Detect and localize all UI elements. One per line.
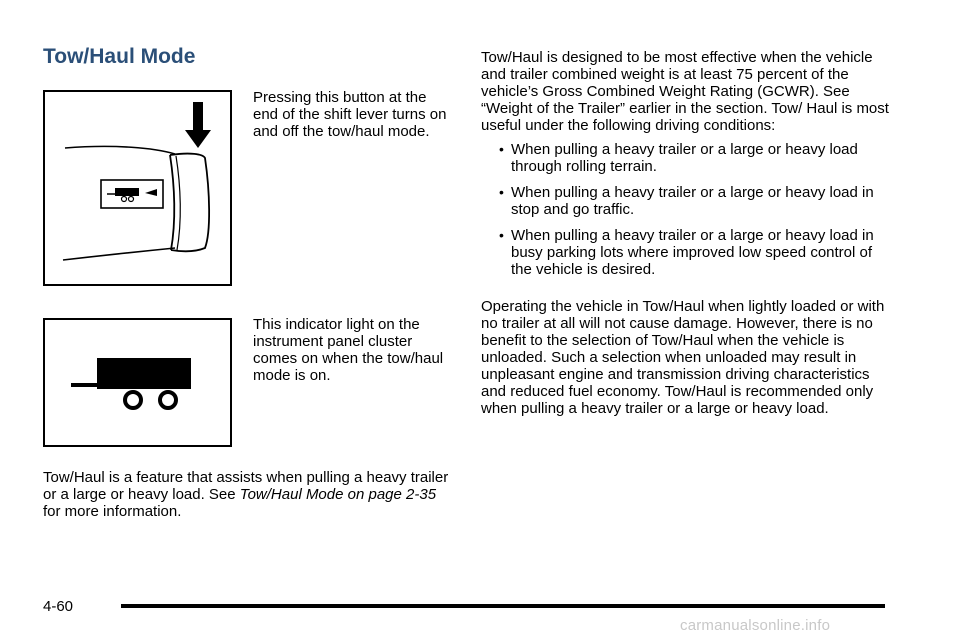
- trailer-hitch: [71, 383, 101, 387]
- bullet-icon: •: [499, 141, 504, 157]
- lever-cap-seam-inner: [176, 156, 180, 250]
- trailer-wheel-2: [160, 392, 176, 408]
- bullet-icon: •: [499, 227, 504, 243]
- page-number: 4-60: [43, 598, 74, 615]
- lever-bottom-edge: [63, 248, 175, 260]
- watermark: carmanualsonline.info: [680, 617, 831, 634]
- footer-rule: [121, 604, 885, 608]
- shift-lever-illustration: [43, 90, 232, 286]
- left-paragraph: Tow/Haul is a feature that assists when pulling a heavy trailer or a large or heavy load. See Tow/Haul Mode on page 2-35 for more information.: [43, 469, 449, 520]
- trailer-wheel-1: [125, 392, 141, 408]
- trailer-body: [97, 358, 191, 389]
- down-arrow-shaft: [193, 102, 203, 132]
- right-intro-paragraph: Tow/Haul is designed to be most effective when the vehicle and trailer combined weight is at least 75 percent of the vehicle’s Gross Combined Weight Rating (GCWR). See “Weight of the Trailer” earlier in the section. Tow/ Haul is most useful under the following driving conditions:: [481, 49, 889, 134]
- list-item: • When pulling a heavy trailer or a large or heavy load in busy parking lots where improved low speed control of the vehicle is desired.: [499, 227, 874, 278]
- down-arrow-head: [185, 130, 211, 148]
- conditions-list: [481, 141, 896, 287]
- list-item: • When pulling a heavy trailer or a large or heavy load through rolling terrain.: [499, 141, 858, 175]
- section-heading: Tow/Haul Mode: [43, 45, 196, 68]
- trailer-indicator-drawing: [45, 320, 230, 445]
- list-item: • When pulling a heavy trailer or a large or heavy load in stop and go traffic.: [499, 184, 874, 218]
- shift-lever-drawing: [45, 92, 230, 284]
- lever-end-cap: [170, 154, 209, 252]
- lever-cap-seam: [170, 155, 174, 250]
- right-outro-paragraph: Operating the vehicle in Tow/Haul when lightly loaded or with no trailer at all will not cause damage. However, there is no benefit to the selection of Tow/Haul when the vehicle is unloaded. Such a selection when unloaded may result in unpleasant engine and transmission driving characteristics and reduced fuel economy. Tow/Haul is recommended only when pulling a heavy trailer or a large or heavy load.: [481, 298, 885, 417]
- cross-reference-link[interactable]: Tow/Haul Mode on page 2-35: [239, 486, 437, 503]
- lever-top-edge: [65, 146, 175, 154]
- figure1-caption: Pressing this button at the end of the shift lever turns on and off the tow/haul mode.: [253, 89, 447, 140]
- bullet-icon: •: [499, 184, 504, 200]
- figure2-caption: This indicator light on the instrument panel cluster comes on when the tow/haul mode is on.: [253, 316, 444, 384]
- button-trailer-icon: [115, 188, 139, 196]
- tow-haul-indicator-illustration: [43, 318, 232, 447]
